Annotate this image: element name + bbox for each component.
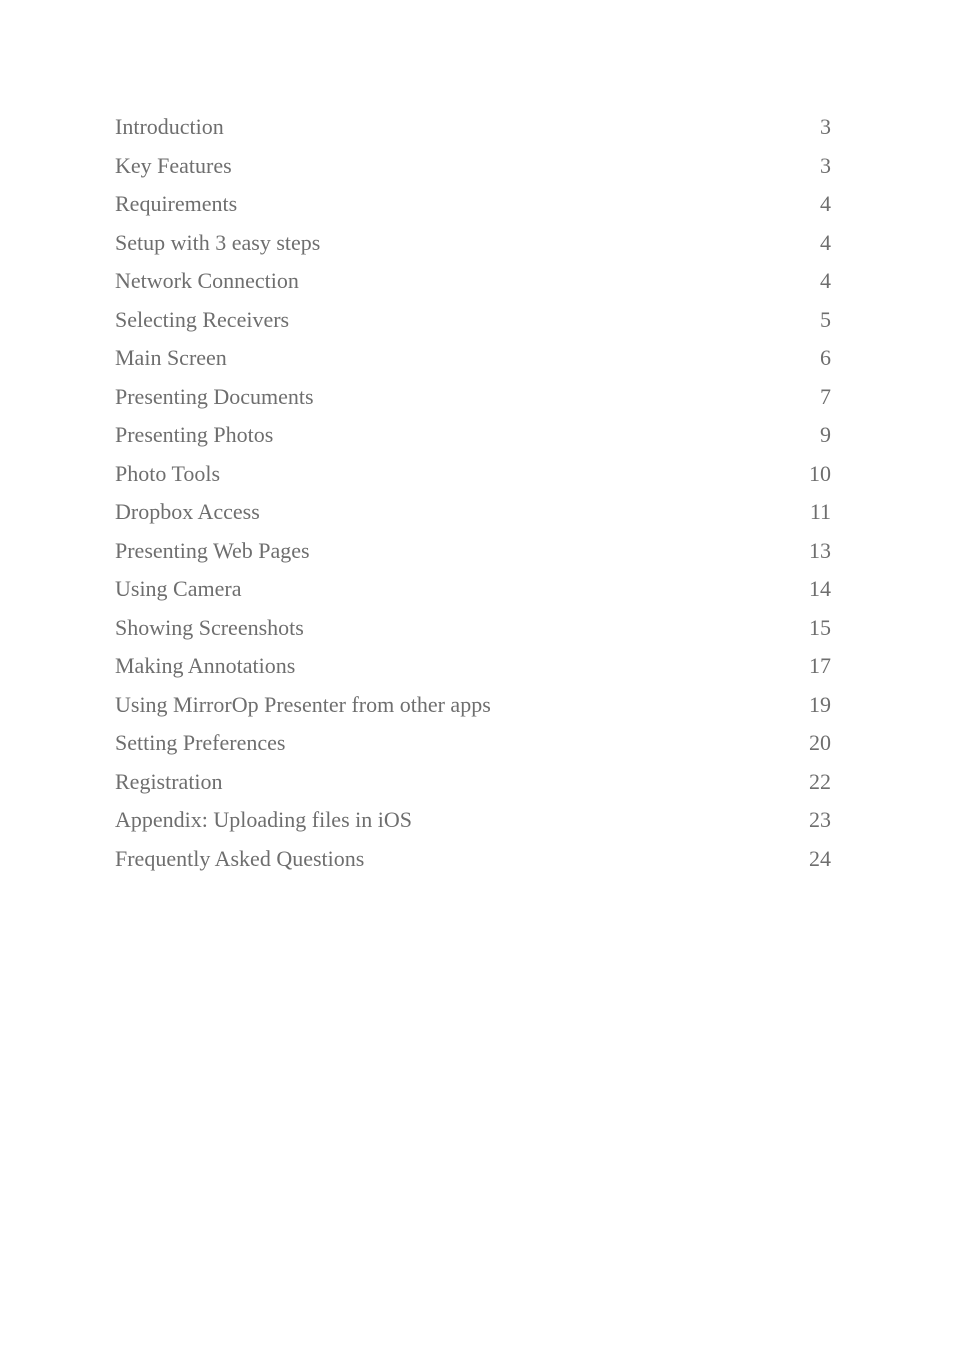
toc-entry-title: Photo Tools xyxy=(115,460,221,486)
toc-entry-presenting-documents[interactable] xyxy=(115,378,831,417)
toc-entry-page: 4 xyxy=(820,229,831,255)
toc-entry-page: 9 xyxy=(820,422,831,447)
toc-entry-requirements[interactable] xyxy=(115,185,831,224)
toc-entry-page: 17 xyxy=(809,653,831,678)
toc-entry-title: Setup with 3 easy steps xyxy=(115,229,321,255)
toc-entry-title: Presenting Documents xyxy=(115,383,314,409)
toc-entry-page: 19 xyxy=(809,691,831,717)
toc-entry-page: 13 xyxy=(809,537,831,563)
toc-entry-using-camera[interactable] xyxy=(115,570,831,609)
toc-entry-page: 5 xyxy=(820,306,831,332)
toc-entry-selecting-receivers[interactable] xyxy=(115,301,831,340)
toc-entry-title: Using MirrorOp Presenter from other apps xyxy=(115,691,491,717)
toc-entry-title: Introduction xyxy=(115,114,224,139)
toc-entry-title: Network Connection xyxy=(115,268,299,293)
table-of-contents xyxy=(115,108,831,878)
toc-entry-title: Key Features xyxy=(115,152,232,178)
toc-entry-key-features[interactable] xyxy=(115,147,831,186)
toc-entry-page: 4 xyxy=(820,268,831,293)
toc-entry-page: 6 xyxy=(820,345,831,370)
toc-entry-page: 24 xyxy=(809,845,831,871)
toc-entry-title: Dropbox Access xyxy=(115,499,260,524)
toc-entry-presenting-web-pages[interactable] xyxy=(115,532,831,571)
toc-entry-title: Setting Preferences xyxy=(115,730,286,755)
toc-entry-page: 10 xyxy=(809,460,831,486)
toc-entry-title: Main Screen xyxy=(115,345,227,370)
toc-entry-presenting-photos[interactable] xyxy=(115,416,831,455)
toc-entry-showing-screenshots[interactable] xyxy=(115,609,831,648)
toc-entry-title: Registration xyxy=(115,768,223,794)
toc-entry-title: Frequently Asked Questions xyxy=(115,845,365,871)
toc-entry-page: 3 xyxy=(820,114,831,139)
toc-entry-title: Appendix: Uploading files in iOS xyxy=(115,807,412,832)
toc-entry-network-connection[interactable] xyxy=(115,262,831,301)
toc-entry-page: 7 xyxy=(820,383,831,409)
toc-entry-photo-tools[interactable] xyxy=(115,455,831,494)
toc-entry-dropbox-access[interactable] xyxy=(115,493,831,532)
toc-entry-title: Showing Screenshots xyxy=(115,614,304,640)
toc-entry-title: Presenting Web Pages xyxy=(115,537,310,563)
toc-entry-page: 4 xyxy=(820,191,831,216)
toc-entry-introduction[interactable] xyxy=(115,108,831,147)
toc-entry-page: 3 xyxy=(820,152,831,178)
toc-entry-main-screen[interactable] xyxy=(115,339,831,378)
toc-entry-setup[interactable] xyxy=(115,224,831,263)
toc-entry-page: 11 xyxy=(809,499,831,524)
toc-entry-title: Requirements xyxy=(115,191,238,216)
toc-entry-title: Using Camera xyxy=(115,576,242,601)
toc-entry-faq[interactable] xyxy=(115,840,831,879)
toc-entry-page: 14 xyxy=(809,576,831,601)
toc-entry-registration[interactable] xyxy=(115,763,831,802)
toc-entry-page: 15 xyxy=(809,614,831,640)
toc-entry-making-annotations[interactable] xyxy=(115,647,831,686)
toc-entry-other-apps[interactable] xyxy=(115,686,831,725)
toc-entry-page: 23 xyxy=(809,807,831,832)
toc-entry-setting-preferences[interactable] xyxy=(115,724,831,763)
toc-entry-title: Presenting Photos xyxy=(115,422,274,447)
toc-entry-page: 20 xyxy=(809,730,831,755)
toc-entry-appendix[interactable] xyxy=(115,801,831,840)
toc-entry-title: Making Annotations xyxy=(115,653,296,678)
toc-entry-page: 22 xyxy=(809,768,831,794)
toc-entry-title: Selecting Receivers xyxy=(115,306,290,332)
